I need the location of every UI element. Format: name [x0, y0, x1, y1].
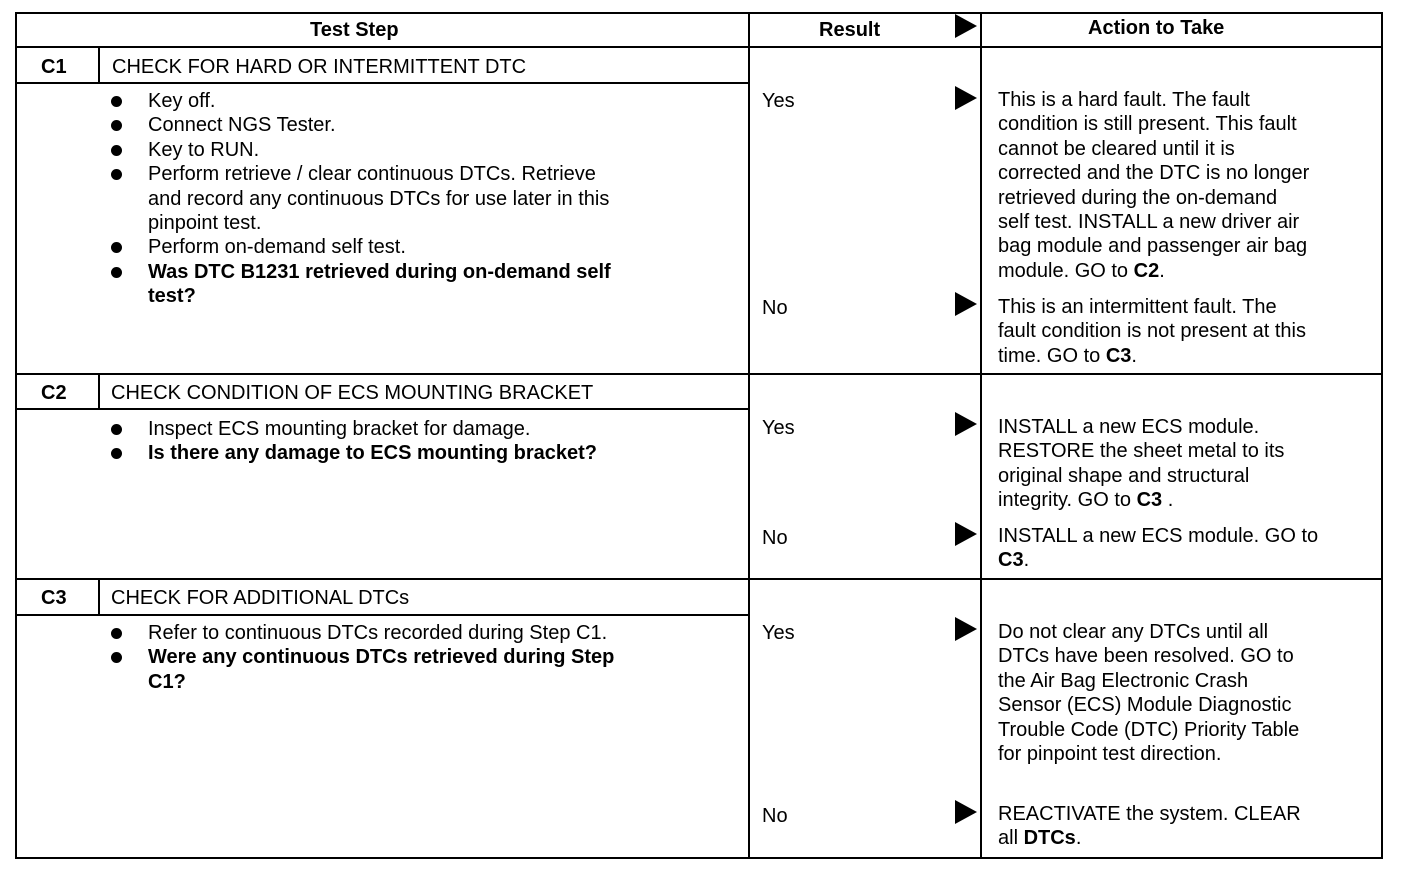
- table-border-left: [15, 12, 17, 859]
- action-text: all: [998, 827, 1024, 850]
- bullet-item: [111, 260, 611, 309]
- bullet-line: Perform on-demand self test.: [148, 236, 406, 259]
- bullet-line: Perform retrieve / clear continuous DTCs. Retrieve: [148, 163, 596, 186]
- row-divider-c3: [15, 578, 1383, 580]
- action-text: Trouble Code (DTC) Priority Table: [998, 718, 1300, 741]
- bullet-line: C1?: [148, 670, 186, 693]
- bullet-item: [111, 89, 611, 113]
- column-divider-action: [980, 12, 982, 859]
- table-border-bottom: [15, 857, 1383, 859]
- arrow-icon: [955, 412, 977, 436]
- action-line: [998, 295, 1306, 319]
- action-line: [998, 524, 1318, 548]
- action-line: [998, 137, 1309, 161]
- bullet-item: [111, 113, 611, 137]
- action-line: [998, 415, 1284, 439]
- table-border-top: [15, 12, 1383, 14]
- step-title-c3: CHECK FOR ADDITIONAL DTCs: [111, 587, 410, 609]
- action-ref: C2: [1133, 259, 1160, 282]
- action-line: [998, 644, 1299, 668]
- action-line: [998, 620, 1299, 644]
- result-c2-yes: Yes: [762, 417, 795, 439]
- action-text: RESTORE the sheet metal to its: [998, 440, 1285, 463]
- action-ref: DTCs: [1023, 827, 1076, 850]
- bullet-dot-icon: [111, 652, 122, 663]
- action-text: .: [1023, 549, 1030, 572]
- step-bullets-c2: [111, 417, 597, 466]
- bullet-dot-icon: [111, 267, 122, 278]
- action-line: [998, 693, 1299, 717]
- result-c1-no: No: [762, 297, 788, 319]
- action-text: the Air Bag Electronic Crash: [998, 669, 1249, 692]
- bullet-item: [111, 235, 611, 259]
- action-text: This is a hard fault. The fault: [998, 89, 1250, 111]
- bullet-item: [111, 621, 614, 645]
- action-line: [998, 210, 1309, 234]
- action-text: cannot be cleared until it is: [998, 137, 1235, 160]
- bullet-line: pinpoint test.: [148, 212, 262, 235]
- action-line: [998, 439, 1284, 463]
- action-line: [998, 548, 1318, 572]
- action-text: .: [1075, 827, 1082, 850]
- step-id-divider-c3: [98, 578, 100, 616]
- action-text: .: [1159, 259, 1165, 282]
- action-text: Do not clear any DTCs until all: [998, 621, 1269, 643]
- bullet-item: [111, 417, 597, 441]
- column-divider-result: [748, 12, 750, 859]
- bullet-item: [111, 645, 614, 694]
- action-text: original shape and structural: [998, 464, 1250, 487]
- step-title-divider-c1: [15, 82, 750, 84]
- action-line: [998, 826, 1301, 850]
- action-text: bag module and passenger air bag: [998, 235, 1308, 258]
- bullet-dot-icon: [111, 120, 122, 131]
- bullet-line: Inspect ECS mounting bracket for damage.: [148, 418, 531, 440]
- bullet-dot-icon: [111, 424, 122, 435]
- bullet-item: [111, 162, 611, 235]
- action-text: self test. INSTALL a new driver air: [998, 211, 1300, 234]
- bullet-line: test?: [148, 285, 196, 308]
- bullet-line: and record any continuous DTCs for use later in this: [148, 187, 610, 210]
- action-c3-no: [998, 802, 1301, 851]
- step-id-c3: C3: [41, 587, 67, 609]
- header-action: Action to Take: [1088, 17, 1225, 39]
- action-text: module. GO to: [998, 259, 1134, 282]
- bullet-dot-icon: [111, 628, 122, 639]
- bullet-dot-icon: [111, 169, 122, 180]
- action-text: INSTALL a new ECS module. GO to: [998, 525, 1319, 547]
- action-line: [998, 464, 1284, 488]
- bullet-line: Key to RUN.: [148, 138, 260, 161]
- action-text: This is an intermittent fault. The: [998, 296, 1277, 318]
- action-line: [998, 88, 1309, 112]
- header-arrow-icon: [955, 14, 977, 38]
- action-text: corrected and the DTC is no longer: [998, 162, 1310, 185]
- bullet-item: [111, 138, 611, 162]
- arrow-icon: [955, 86, 977, 110]
- action-line: [998, 344, 1306, 368]
- result-c3-no: No: [762, 805, 788, 827]
- result-c1-yes: Yes: [762, 90, 795, 112]
- action-line: [998, 234, 1309, 258]
- action-text: fault condition is not present at this: [998, 320, 1306, 343]
- action-line: [998, 112, 1309, 136]
- action-text: time. GO to: [998, 344, 1106, 367]
- step-id-c1: C1: [41, 56, 67, 78]
- action-line: [998, 718, 1299, 742]
- bullet-line: Was DTC B1231 retrieved during on-demand self: [148, 260, 611, 283]
- action-text: condition is still present. This fault: [998, 113, 1297, 136]
- bullet-dot-icon: [111, 96, 122, 107]
- bullet-line: Is there any damage to ECS mounting bracket?: [148, 442, 597, 465]
- action-ref: C3: [998, 549, 1024, 572]
- action-line: [998, 161, 1309, 185]
- header-result: Result: [819, 19, 881, 41]
- bullet-dot-icon: [111, 448, 122, 459]
- action-text: .: [1162, 489, 1174, 512]
- header-test-step: Test Step: [310, 19, 399, 41]
- action-text: for pinpoint test direction.: [998, 743, 1222, 766]
- action-line: [998, 186, 1309, 210]
- action-c1-no: [998, 295, 1306, 368]
- action-line: [998, 488, 1284, 512]
- step-title-c1: CHECK FOR HARD OR INTERMITTENT DTC: [112, 56, 527, 78]
- arrow-icon: [955, 617, 977, 641]
- header-divider: [15, 46, 1383, 48]
- action-text: REACTIVATE the system. CLEAR: [998, 803, 1301, 825]
- action-text: retrieved during the on-demand: [998, 186, 1278, 209]
- arrow-icon: [955, 292, 977, 316]
- result-c3-yes: Yes: [762, 622, 795, 644]
- action-text: integrity. GO to: [998, 489, 1137, 512]
- action-line: [998, 259, 1309, 283]
- action-line: [998, 742, 1299, 766]
- action-ref: C3: [1105, 344, 1132, 367]
- arrow-icon: [955, 800, 977, 824]
- bullet-line: Key off.: [148, 90, 216, 112]
- action-c2-yes: [998, 415, 1284, 513]
- bullet-item: [111, 441, 597, 465]
- bullet-dot-icon: [111, 145, 122, 156]
- row-divider-c2: [15, 373, 1383, 375]
- action-line: [998, 669, 1299, 693]
- action-text: .: [1131, 344, 1137, 367]
- bullet-line: Refer to continuous DTCs recorded during Step C1.: [148, 622, 608, 644]
- action-c2-no: [998, 524, 1318, 573]
- arrow-icon: [955, 522, 977, 546]
- step-id-c2: C2: [41, 382, 67, 404]
- step-bullets-c3: [111, 621, 614, 694]
- step-title-divider-c3: [15, 614, 750, 616]
- bullet-line: Connect NGS Tester.: [148, 114, 336, 137]
- action-line: [998, 802, 1301, 826]
- bullet-line: Were any continuous DTCs retrieved during Step: [148, 646, 615, 669]
- action-ref: C3: [1136, 489, 1163, 512]
- table-border-right: [1381, 12, 1383, 859]
- step-title-divider-c2: [15, 408, 750, 410]
- bullet-dot-icon: [111, 242, 122, 253]
- action-text: Sensor (ECS) Module Diagnostic: [998, 694, 1292, 717]
- action-c3-yes: [998, 620, 1299, 766]
- step-bullets-c1: [111, 89, 611, 309]
- step-id-divider-c1: [98, 46, 100, 84]
- result-c2-no: No: [762, 527, 788, 549]
- step-id-divider-c2: [98, 373, 100, 410]
- action-c1-yes: [998, 88, 1309, 283]
- action-text: INSTALL a new ECS module.: [998, 416, 1260, 438]
- action-text: DTCs have been resolved. GO to: [998, 645, 1294, 668]
- action-line: [998, 319, 1306, 343]
- step-title-c2: CHECK CONDITION OF ECS MOUNTING BRACKET: [111, 382, 594, 404]
